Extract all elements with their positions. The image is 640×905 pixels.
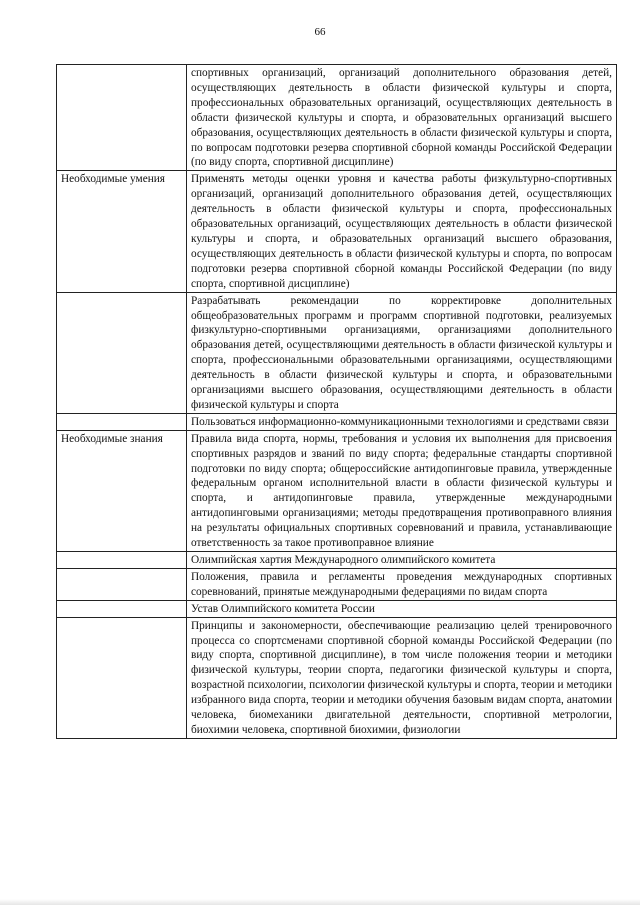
row-text-cell: Олимпийская хартия Международного олимпийского комитета (187, 552, 617, 569)
row-label-cell: Необходимые знания (57, 430, 187, 551)
row-text-cell: Применять методы оценки уровня и качества работы физкультурно-спортивных организаций, организаций дополнительного образования детей, осуществляющих деятельность в области физической культуры и спорта, профессиональных образовательных организаций, осуществляющих деятельность в области физической культуры и спорта, и образовательных организаций высшего образования, осуществляющих деятельность в области физической культуры и спорта, по вопросам подготовки резерва спортивной сборной команды Российской Федерации (по виду спорта, спортивной дисциплине) (187, 171, 617, 292)
table-row (57, 292, 617, 413)
row-label-cell (57, 413, 187, 430)
table-row (57, 65, 617, 171)
table-row (57, 171, 617, 292)
scan-bottom-edge (0, 899, 640, 905)
page-number: 66 (314, 26, 326, 38)
row-text-cell: Устав Олимпийского комитета России (187, 600, 617, 617)
table-row (57, 430, 617, 551)
row-label-cell (57, 617, 187, 738)
table-row (57, 413, 617, 430)
table-row (57, 600, 617, 617)
row-text-cell: спортивных организаций, организаций дополнительного образования детей, осуществляющих деятельность в области физической культуры и спорта, профессиональных образовательных организаций, осуществляющих деятельность в области физической культуры и спорта, и образовательных организаций высшего образования, осуществляющих деятельность в области физической культуры и спорта, по вопросам подготовки резерва спортивной сборной команды Российской Федерации (по виду спорта, спортивной дисциплине) (187, 65, 617, 171)
table-row (57, 552, 617, 569)
row-text-cell: Положения, правила и регламенты проведения международных спортивных соревнований, принятые международными федерациями по видам спорта (187, 568, 617, 600)
table-row (57, 617, 617, 738)
row-text-cell: Разрабатывать рекомендации по корректировке дополнительных общеобразовательных программ и программ спортивной подготовки, реализуемых физкультурно-спортивными организациями, организациями дополнительного образования детей, осуществляющими деятельность в области физической культуры и спорта, профессиональными образовательными организациями, осуществляющими деятельность в области физической культуры и спорта, и образовательными организациями высшего образования, осуществляющими деятельность в области физической культуры и спорта (187, 292, 617, 413)
competency-table (56, 64, 617, 739)
row-label-cell: Необходимые умения (57, 171, 187, 292)
row-label-cell (57, 552, 187, 569)
table-row (57, 568, 617, 600)
row-label-cell (57, 292, 187, 413)
row-label-cell (57, 65, 187, 171)
row-text-cell: Правила вида спорта, нормы, требования и условия их выполнения для присвоения спортивных разрядов и званий по виду спорта; федеральные стандарты спортивной подготовки по виду спорта; общероссийские антидопинговые правила, утвержденные федеральным органом исполнительной власти в области физической культуры и спорта, и антидопинговые правила, утвержденные международными антидопинговыми организациями; методы предотвращения противоправного влияния на результаты официальных спортивных соревнований и правила, устанавливающие ответственность за такое противоправное влияние (187, 430, 617, 551)
row-text-cell: Пользоваться информационно-коммуникационными технологиями и средствами связи (187, 413, 617, 430)
row-label-cell (57, 568, 187, 600)
row-label-cell (57, 600, 187, 617)
row-text-cell: Принципы и закономерности, обеспечивающие реализацию целей тренировочного процесса со спортсменами спортивной сборной команды Российской Федерации (по виду спорта, спортивной дисциплине), в том числе положения теории и методики физической культуры, теории спорта, педагогики физической культуры и спорта, возрастной психологии, психологии физической культуры и спорта, теории и методики избранного вида спорта, теории и методики обучения базовым видам спорта, анатомии человека, биомеханики двигательной деятельности, спортивной метрологии, биохимии человека, спортивной биохимии, физиологии (187, 617, 617, 738)
